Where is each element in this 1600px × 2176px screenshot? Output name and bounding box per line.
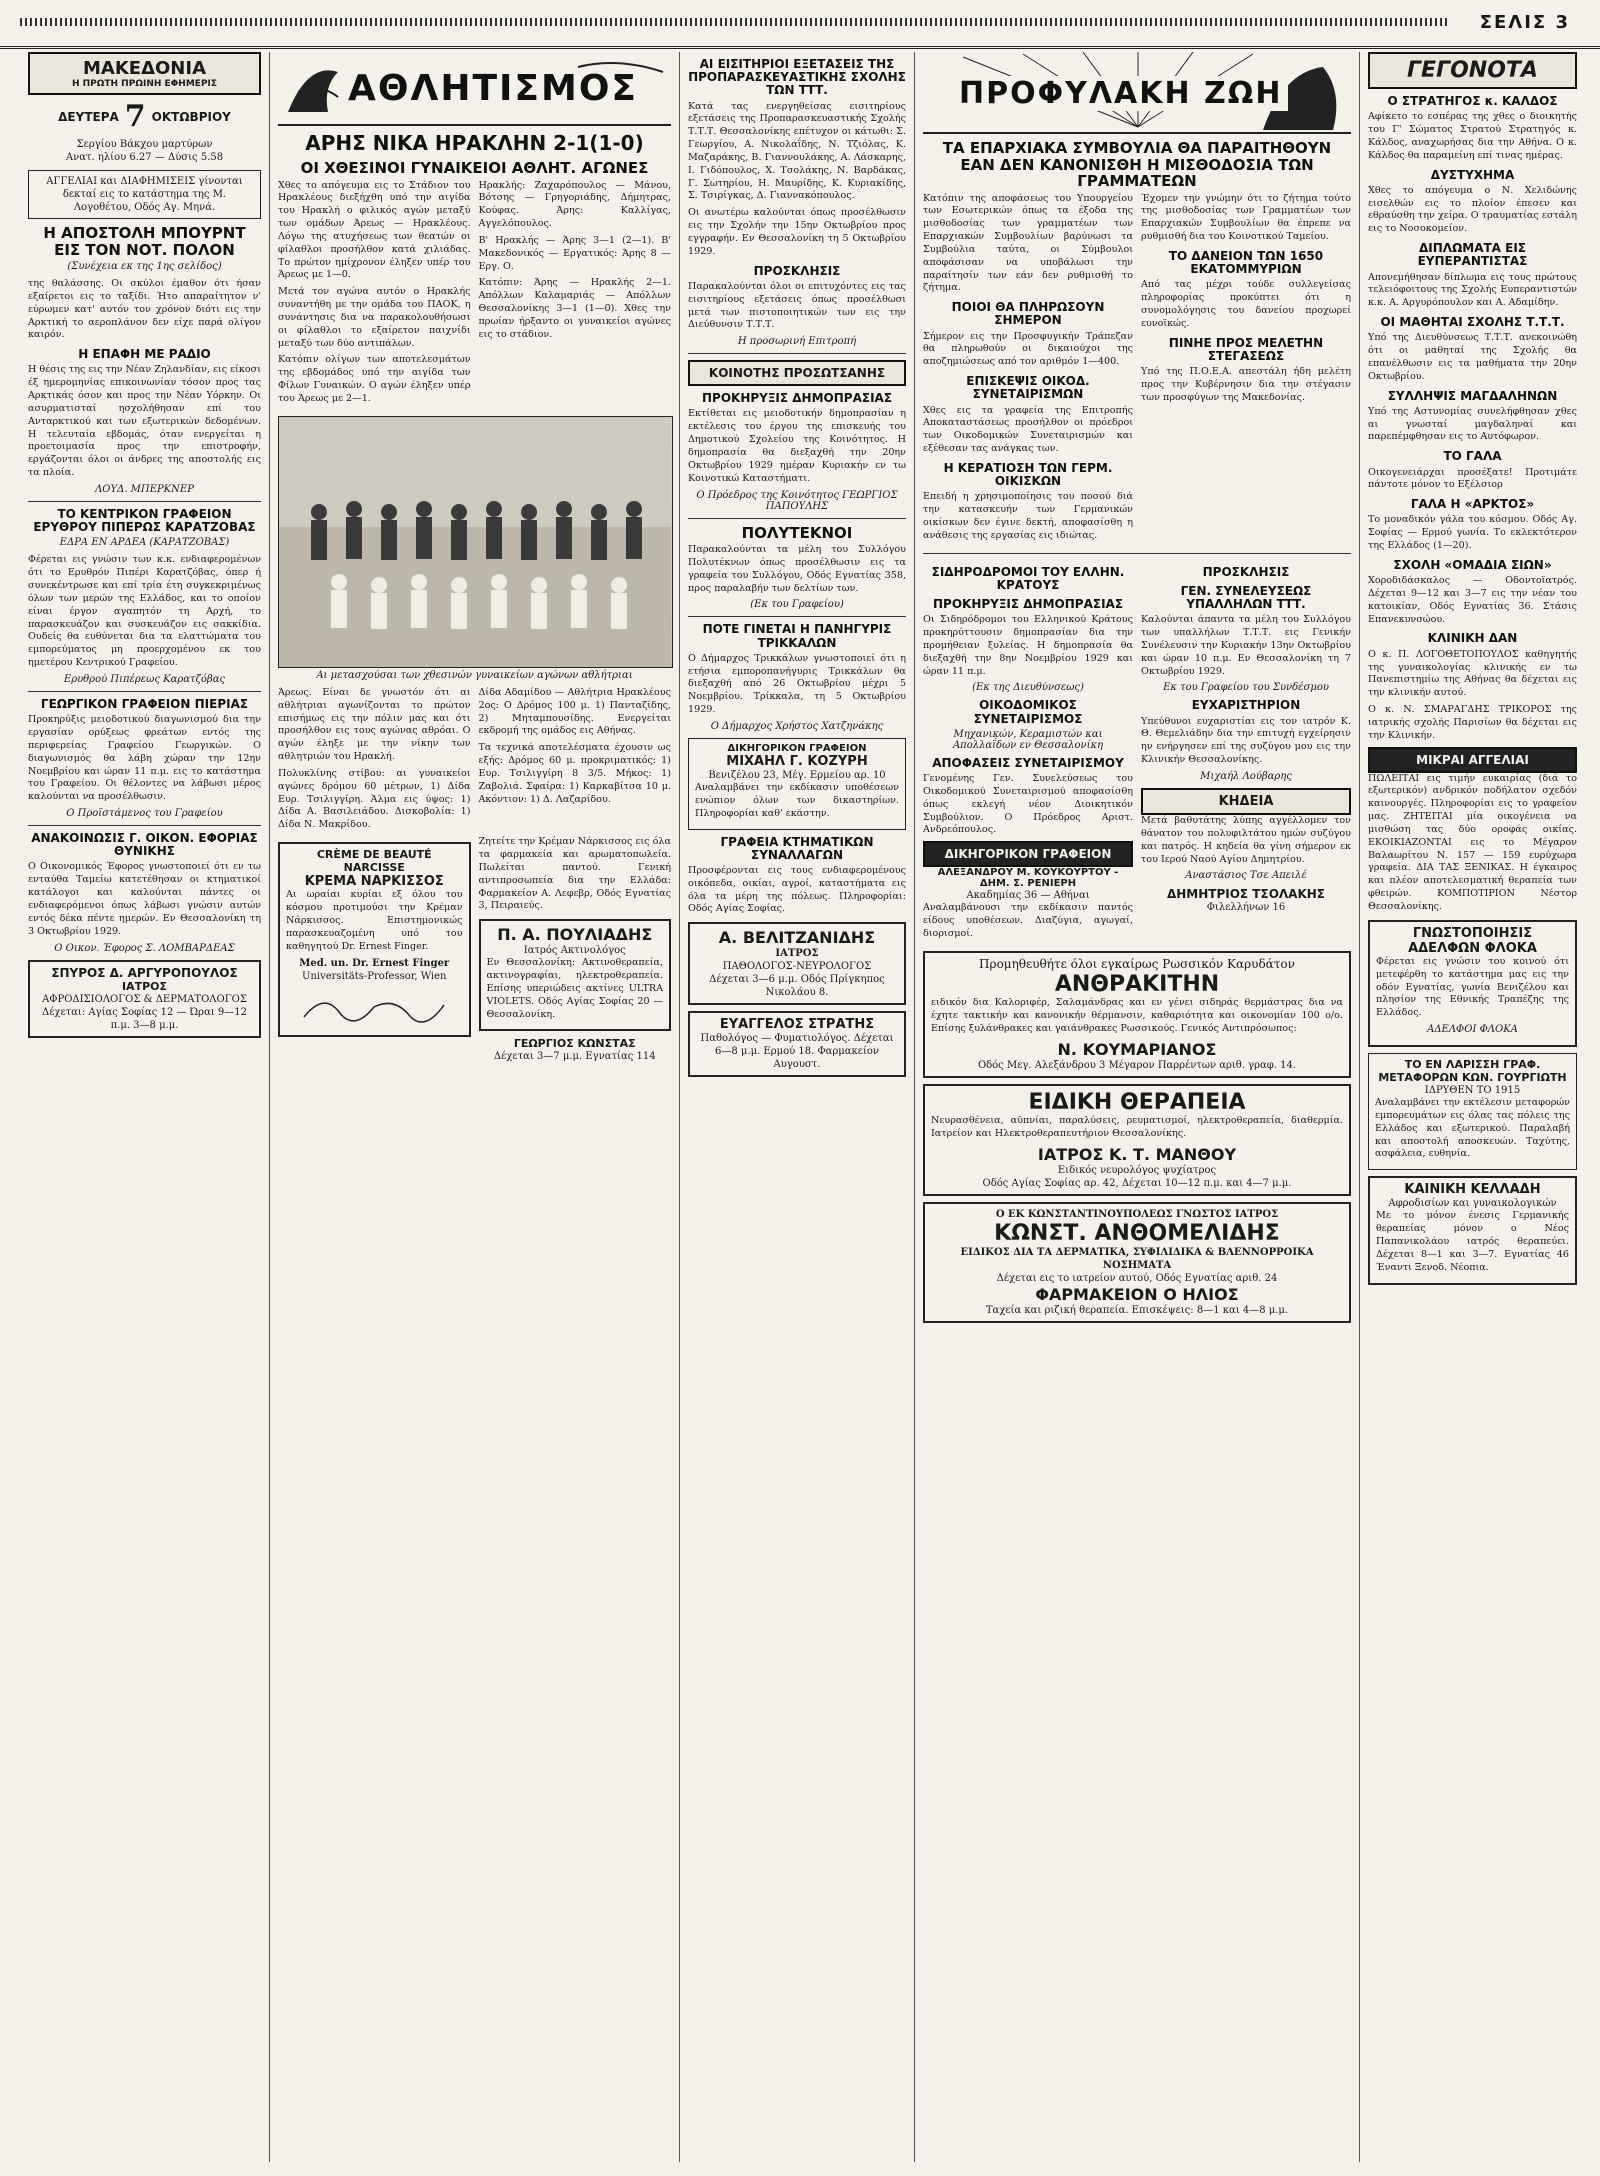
article-paragraph: Χθες το απόγευμα ο Ν. Χελιδώνης εισελθών εις το πλοίον έπεσεν και εθραύσθη την χείρα. Ο τραυματίας εστάλη εις το Νοσοκομείον. <box>1368 184 1577 235</box>
article-signature: Ο Πρόεδρος της Κοινότητος ΓΕΩΡΓΙΟΣ ΠΑΠΟΥΛΗΣ <box>696 489 898 512</box>
cream-ad-doctor: Med. un. Dr. Ernest Finger <box>299 958 450 970</box>
article-paragraph: Παρακαλούνται όλοι οι επιτυχόντες εις τας εισιτηρίους εξετάσεις όπως προσέλθωσι μετά των πιστοποιητικών των εις την Διεύθυνσιν Τ.Τ.Τ. <box>688 280 906 331</box>
day-name: ΔΕΥΤΕΡΑ <box>58 109 119 124</box>
article-subheading: ΑΠΟΦΑΣΕΙΣ ΣΥΝΕΤΑΙΡΙΣΜΟΥ <box>932 755 1124 770</box>
anthracite-ad-intro: Προμηθευθήτε όλοι εγκαίρως Ρωσσικόν Καρυδάτον <box>979 956 1295 971</box>
article-title: ΠΟΤΕ ΓΙΝΕΤΑΙ Η ΠΑΝΗΓΥΡΙΣ ΤΡΙΚΚΑΛΩΝ <box>702 622 892 650</box>
article-paragraph: Οικογενειάρχαι προσέξατε! Προτιμάτε πάντοτε μόνον το Εξέλσιορ <box>1368 466 1577 491</box>
article-subheading: ΔΥΣΤΥΧΗΜΑ <box>1430 167 1515 182</box>
article-paragraph: Προσφέρονται εις τους ενδιαφερομένους οικόπεδα, οικίαι, αγροί, καταστήματα εις όλα τα μέρη της πόλεως. Πληροφορίαι: Οδός Αγίας Σοφίας. <box>688 864 906 915</box>
therapy-ad-text: Νευρασθένεια, αϋπνίαι, παραλύσεις, ρευματισμοί, ηλεκτροθεραπεία, διαθερμία. Ιατρείον και Ηλεκτροθεραπευτήριον Θεσσαλονίκης. <box>931 1114 1343 1139</box>
dermatologist-ad-specialty: ΕΙΔΙΚΟΣ ΔΙΑ ΤΑ ΔΕΡΜΑΤΙΚΑ, ΣΥΦΙΛΙΔΙΚΑ & ΒΛΕΝΝΟΡΡΟΙΚΑ ΝΟΣΗΜΑΤΑ <box>960 1246 1314 1271</box>
cream-ad-place: Universitäts-Professor, Wien <box>302 971 447 983</box>
article-subheading: ΓΕΝ. ΣΥΝΕΛΕΥΣΕΩΣ ΥΠΑΛΛΗΛΩΝ ΤΤΤ. <box>1180 583 1312 612</box>
clinic-ad-sub: Αφροδισίων και γυναικολογικών <box>1388 1198 1557 1210</box>
article-subheading: ΠΟΙΟΙ ΘΑ ΠΛΗΡΩΣΟΥΝ ΣΗΜΕΡΟΝ <box>951 300 1105 328</box>
classifieds-banner: ΜΙΚΡΑΙ ΑΓΓΕΛΙΑΙ <box>1368 747 1577 773</box>
radiologist-title: Ιατρός Ακτινολόγος <box>523 945 626 957</box>
article-title: ΓΡΑΦΕΙΑ ΚΤΗΜΑΤΙΚΩΝ ΣΥΝΑΛΛΑΓΩΝ <box>720 834 874 862</box>
sports-section-title: ΑΘΛΗΤΙΣΜΟΣ <box>348 68 639 109</box>
lawyer-address: Βενιζέλου 23, Μέγ. Ερμείου αρ. 10 <box>708 769 886 781</box>
two-column-notices <box>923 560 1351 945</box>
article-paragraph: Ο κ. Π. ΛΟΓΟΘΕΤΟΠΟΥΛΟΣ καθηγητής της γυναικολογίας κλινικής εν τω Πανεπιστημίω της Αθήνας θα δέχεται εις την κλινικήν αυτού. <box>1368 648 1577 699</box>
article-subheading: ΚΛΙΝΙΚΗ ΔΑΝ <box>1427 631 1518 646</box>
flokas-notice-name: ΑΔΕΛΦΩΝ ΦΛΟΚΑ <box>1408 940 1537 956</box>
article-paragraph: Φέρεται εις γνώσιν των κ.κ. ενδιαφερομένων ότι το Ερυθρόν Πιπέρι Καρατζόβας, όπερ ή συνεκέντρωσε και επί τρία έτη συγκεκριμένως όλων των μερών της Ελλάδος, και το οποίον είναι έργον αγαπητόν τη Αρχή, το παρασκευάζον και συσκευάζον εις σακκίδια. Ουδείς θα ευθύνεται δια τα ελαττώματα του εμπορεύματος μη προερχομένου εκ του ημετέρου Κεντρικού Γραφείου. <box>28 554 261 669</box>
article-paragraph: Χοροδιδάσκαλος — Οδοντοϊατρός. Δέχεται 9—12 και 3—7 εις την νέαν του κατοικίαν, Οδός Εγνατίας 36. Στάσις Επανεκυνσώου. <box>1368 575 1577 625</box>
article-paragraph: Β' Ηρακλής — Άρης 3—1 (2—1). Β' Μακεδονικός — Εργατικός: Άρης 8 — Εργ. Ο. <box>478 234 671 272</box>
divider <box>28 501 261 502</box>
transport-ad <box>1368 1053 1577 1170</box>
person-name: ΔΗΜΗΤΡΙΟΣ ΤΣΟΛΑΚΗΣ <box>1166 887 1326 902</box>
article-paragraph: Κατά τας ενεργηθείσας εισιτηρίους εξετάσεις της Προπαρασκευαστικής Σχολής Τ.Τ.Τ. Θεσσαλονίκης επέτυχον οι κάτωθι: Σ. Γεωργίου, Α. Νικολαΐδης, Ν. Τζιόλας, Κ. Μαζαράκης, Β. Γιαννουλάκης, Α. Λάσκαρης, Ι. Γιδόπουλος, Χ. Τσολάκης, Ν. Βαρδάκας, Γ. Σωτηρίου, Η. Μαυρίδης, Κ. Κυριακίδης, Σ. Τσιρίγκας, Δ. Γιαννακόπουλος. <box>688 100 906 202</box>
dermatologist-ad-address: Δέχεται εις το ιατρείον αυτού, Οδός Εγνατίας αριθ. 24 <box>996 1272 1278 1284</box>
month-name: ΟΚΤΩΒΡΙΟΥ <box>151 109 231 124</box>
doctor-ad <box>688 1011 906 1077</box>
refugee-section-header <box>923 52 1351 134</box>
radiologist-name: Π. Α. ΠΟΥΛΙΑΔΗΣ <box>497 925 653 945</box>
anthracite-ad-title: ΑΝΘΡΑΚΙΤΗΝ <box>1054 972 1220 998</box>
article-paragraph: της θαλάσσης. Οι σκύλοι έμαθον ότι ήσαν εξαίρετοι εις το ταξίδι. Ήτο απαραίτητον ν' εύρωμεν κατ' αυτόν τον χρόνον διότι εις την Αρκτική το αεροπλάνον δεν είχε παρά ολίγον καιρόν. <box>28 278 261 341</box>
article-paragraph: Κατόπιν ολίγων των αποτελεσμάτων της εβδομάδος υπό την αιγίδα των Φίλων Γυναικών. Ο αγών έληξεν υπέρ του Άρεως με 2—1. <box>278 354 471 404</box>
article-paragraph: Αναλαμβάνουσι την εκδίκασιν παντός είδους υποθέσεων. Διαζύγια, αγωγαί, διορισμοί. <box>923 902 1133 939</box>
dermatologist-ad <box>923 1202 1351 1323</box>
article-paragraph: Μετά βαθυτάτης λύπης αγγέλλομεν τον θάνατον του πολυφιλτάτου ημών συζύγου και πατρός. Η κηδεία θα γίνη σήμερον εκ του Ιερού Ναού Αγίου Δημητρίου. <box>1141 815 1351 865</box>
article-signature: Η προσωρινή Επιτροπή <box>737 336 857 348</box>
article-subheading: ΣΧΟΛΗ «ΟΜΑΔΙΑ ΣΙΩΝ» <box>1393 557 1552 572</box>
article-paragraph: Από τας μέχρι τούδε συλλεγείσας πληροφορίας προκύπτει ότι η συνομολόγησις του δανείου προχωρεί ευνοϊκώς. <box>1141 279 1351 329</box>
page-number: ΣΕΛΙΣ 3 <box>1479 12 1570 33</box>
lawyer-office-title: ΔΙΚΗΓΟΡΙΚΟΝ ΓΡΑΦΕΙΟΝ <box>727 742 867 754</box>
article-paragraph: Κατόπιν: Άρης — Ηρακλής 2—1. Απόλλων Καλαμαριάς — Απόλλων Θεσσαλονίκης 3—1 (1—0). Χθες την πρωίαν ήρξαντο οι γυναικείοι αγώνες εις το στάδιον. <box>478 277 671 340</box>
therapy-ad-address: Οδός Αγίας Σοφίας αρ. 42, Δέχεται 10—12 π.μ. και 4—7 μ.μ. <box>982 1177 1292 1189</box>
lawyer-text: Αναλαμβάνει την εκδίκασιν υποθέσεων ενώπιον όλων των δικαστηρίων. Πληροφορίαι καθ' εκάστην. <box>695 781 899 819</box>
article-paragraph: Αφίκετο το εσπέρας της χθες ο διοικητής του Γ' Σώματος Στρατού Στρατηγός κ. Κάλδος, αναχωρήσας δια την Αθήνα. Ο κ. Κάλδος θα παραμείνη επί τινας ημέρας. <box>1368 111 1577 161</box>
article-paragraph: Οι Σιδηρόδρομοι του Ελληνικού Κράτους προκηρύττουσιν δημοπρασίαν δια την προμήθειαν ξυλείας. Η δημοπρασία θα διεξαχθή την 8ην Νοεμβρίου 1929 και ώραν 11 π.μ. <box>923 614 1133 677</box>
doctor-hours: Δέχεται 3—6 μ.μ. Οδός Πρίγκηπος Νικολάου 8. <box>709 974 885 999</box>
doctor-ad <box>688 922 906 1005</box>
article-subheading: ΔΙΠΛΩΜΑΤΑ ΕΙΣ ΕΥΠΕΡΑΝΤΙΣΤΑΣ <box>1417 241 1528 269</box>
two-column-text <box>278 180 671 410</box>
therapy-ad-specialty: Ειδικός νευρολόγος ψυχίατρος <box>1057 1164 1217 1176</box>
article-paragraph: Χθες το απόγευμα εις το Στάδιον του Ηρακλέους διεξήχθη υπό την αιγίδα του Ηρακλή ο φιλικός αγών μεταξύ των ομάδων Άρεως — Ηρακλέους. Λόγω της ατυχήσεως των θεατών οι φίλαθλοι προσήλθον κατά χιλιάδας. Το πρώτον ημίχρονον έληξεν υπέρ του Άρεως με 1—0. <box>278 179 471 281</box>
article-paragraph: Άρεως. Είναι δε γνωστόν ότι αι αθλήτριαι αγωνίζονται το πρώτον επισήμως εις την πόλιν μας και ότι προσήλθον εις τους αγώνας αθρόαι. Ο αγών έληξε με την νίκην των αθλητριών του Ηρακλή. <box>278 686 471 763</box>
article-paragraph: Επειδή η χρησιμοποίησις του ποσού διά την κατασκευήν των Γερμανικών οικίσκων δεν έγινε δεκτή, αποφασίσθη η ανάθεσις της εργασίας εις ιδιώτας. <box>923 491 1133 541</box>
article-subtitle: (Συνέχεια εκ της 1ης σελίδος) <box>67 261 222 272</box>
cream-ad <box>278 842 471 1037</box>
person-address: Φιλελλήνων 16 <box>1206 902 1286 914</box>
article-paragraph: Ο Οικονομικός Έφορος γνωστοποιεί ότι εν τω ενταύθα Ταμείω κατετέθησαν οι κτηματικοί κατάλογοι και καλούνται πάντες οι ενδιαφερόμενοι όπως λάβωσι γνώσιν αυτών εντός δέκα πέντε ημερών. Εν Θεσσαλονίκη τη 3 Οκτωβρίου 1929. <box>28 861 261 937</box>
team-photo <box>278 416 673 668</box>
two-column-ads <box>278 836 671 1063</box>
article-paragraph: Ο κ. Ν. ΣΜΑΡΑΓΔΗΣ ΤΡΙΚΟΡΟΣ της ιατρικής σχολής Παρισίων θα δέχεται εις την Κλινικήν. <box>1368 704 1577 741</box>
article-paragraph: Υπό της Διευθύνσεως Τ.Τ.Τ. ανεκοινώθη ότι οι μαθηταί της Σχολής θα επανέλθωσιν εις τα μαθήματα την 20ην Οκτωβρίου. <box>1368 332 1577 382</box>
doctor-name: ΣΠΥΡΟΣ Δ. ΑΡΓΥΡΟΠΟΥΛΟΣ <box>51 965 238 980</box>
day-number: 7 <box>124 99 146 134</box>
doctor-hours: Παθολόγος — Φυματιολόγος. Δέχεται 6—8 μ.μ. Ερμού 18. Φαρμακείον Αυγουστ. <box>700 1033 894 1071</box>
doctor-title: ΙΑΤΡΟΣ <box>121 979 168 993</box>
paper-nameplate <box>28 52 261 95</box>
article-subheading: ΓΑΛΑ Η «ΑΡΚΤΟΣ» <box>1410 497 1535 512</box>
article-signature: (Εκ της Διευθύνσεως) <box>972 682 1084 694</box>
article-subheading: ΕΠΙΣΚΕΨΙΣ ΟΙΚΟΔ. ΣΥΝΕΤΑΙΡΙΣΜΩΝ <box>966 374 1090 402</box>
column-3 <box>680 52 915 2162</box>
article-paragraph: Η θέσις της εις την Νέαν Ζηλανδίαν, εις είκοσι έξ ημερομηνίας επικοινωνίαν τόσον προς τας Αρκτικάς όσον και προς την Νέαν Υόρκην. Οι ασυρματισταί ησχολήθησαν επί του Ανταρκτικού και των εξωτερικών δεδομένων. Η τελευταία εβδομάς, όταν ενεργείται η προετοιμασία προς την επιστροφήν, εργάζονται όλοι οι άνδρες της αποστολής εις τα πλοία. <box>28 364 261 479</box>
news-section-title: ΓΕΓΟΝΟΤΑ <box>1368 52 1577 89</box>
article-paragraph: Γενομένης Γεν. Συνελεύσεως του Οικοδομικού Συνεταιρισμού αποφασίσθη όπως εκλεγή νέον Διοικητικόν Συμβούλιον. Ο Πρόεδρος Αριστ. Ανδρεόπουλος. <box>923 773 1133 836</box>
clinic-ad <box>1368 1176 1577 1284</box>
cream-ad-title-greek: ΚΡΕΜΑ ΝΑΡΚΙΣΣΟΣ <box>304 874 444 890</box>
divider <box>688 518 906 519</box>
cream-ad-text: Αι ωραίαι κυρίαι εξ όλου του κόσμου προτιμούσι την Κρέμαν Νάρκισσος. Επιστημονικώς παρασκευαζομένη υπό του καθηγητού Dr. Ernest Finger. <box>286 889 463 952</box>
dermatologist-ad-name: ΚΩΝΣΤ. ΑΝΘΟΜΕΛΙΔΗΣ <box>994 1220 1280 1246</box>
ads-notice: ΑΓΓΕΛΙΑΙ και ΔΙΑΦΗΜΙΣΕΙΣ γίνονται δεκταί εις το κατάστημα της Μ. Λογοθέτου, Οδός Αγ. Μηνά. <box>28 170 261 219</box>
transport-ad-title: ΤΟ ΕΝ ΛΑΡΙΣΣΗ ΓΡΑΦ. ΜΕΤΑΦΟΡΩΝ ΚΩΝ. ΓΟΥΡΓΙΩΤΗ <box>1378 1058 1567 1085</box>
article-subheading: ΟΙ ΜΑΘΗΤΑΙ ΣΧΟΛΗΣ Τ.Τ.Τ. <box>1380 315 1565 330</box>
cream-ad-title: CRÈME DE BEAUTÉ NARCISSE <box>316 848 432 875</box>
article-title: ΠΡΟΣΚΛΗΣΙΣ <box>1202 564 1290 579</box>
divider <box>688 353 906 354</box>
flokas-notice-signature: ΑΔΕΛΦΟΙ ΦΛΟΚΑ <box>1427 1024 1518 1036</box>
article-signature: Μιχαήλ Λούβαρης <box>1200 771 1292 782</box>
saint-of-day: Σεργίου Βάκχου μαρτύρων <box>76 139 213 150</box>
article-signature: Ο Προϊστάμενος του Γραφείου <box>66 808 223 820</box>
column-2 <box>270 52 680 2162</box>
article-subheading: Ο ΣΤΡΑΤΗΓΟΣ κ. ΚΑΛΔΟΣ <box>1387 94 1558 108</box>
article-paragraph: Σήμερον εις την Προσφυγικήν Τράπεζαν θα πληρωθούν οι δικαιούχοι της αποζημιώσεως από τον αριθμόν 1—400. <box>923 330 1133 368</box>
article-title: ΠΟΛΥΤΕΚΝΟΙ <box>741 523 853 542</box>
article-subheading: Η ΕΠΑΦΗ ΜΕ ΡΑΔΙΟ <box>78 347 211 362</box>
divider <box>28 825 261 826</box>
divider <box>688 616 906 617</box>
doctor-hours: Δέχεται 3—7 μ.μ. Εγνατίας 114 <box>493 1051 656 1063</box>
article-paragraph: Παρακαλούνται τα μέλη του Συλλόγου Πολυτέκνων όπως προσέλθωσιν εις τα γραφεία του Συλλόγου, Οδός Εγνατίας 358, προς παραλαβήν των δελτίων των. <box>688 544 906 594</box>
headline: ΤΑ ΕΠΑΡΧΙΑΚΑ ΣΥΜΒΟΥΛΙΑ ΘΑ ΠΑΡΑΙΤΗΘΟΥΝ ΕΑΝ ΔΕΝ ΚΑΝΟΝΙΣΘΗ Η ΜΙΣΘΟΔΟΣΙΑ ΤΩΝ ΓΡΑΜΜΑΤΕΩΝ <box>942 139 1332 190</box>
article-paragraph: Οι ανωτέρω καλούνται όπως προσέλθωσιν εις την Σχολήν την 15ην Οκτωβρίου προς εγγραφήν. Εν Θεσσαλονίκη τη 5 Οκτωβρίου 1929. <box>688 207 906 257</box>
article-paragraph: Μετά τον αγώνα αυτόν ο Ηρακλής συναντήθη με την ομάδα του ΠΑΟΚ, η συνάντησις δια να παρακολουθήσωσι οι φίλαθλοι το εξαίρετον παιχνίδι μεταξύ των δύο αντιπάλων. <box>278 286 471 349</box>
article-signature: (Εκ του Γραφείου) <box>750 599 844 611</box>
cream-distributor-text: Ζητείτε την Κρέμαν Νάρκισσος εις όλα τα φαρμακεία και αρωματοπωλεία. Πωλείται παντού. Γενική αντιπροσωπεία δια την Ελλάδα: Φαρμακείον Α. Λεφεβρ, Οδός Εγνατίας 3, Πειραιεύς. <box>478 836 671 912</box>
transport-ad-founded: ΙΔΡΥΘΕΝ ΤΟ 1915 <box>1424 1085 1521 1097</box>
article-title: ΓΕΩΡΓΙΚΟΝ ΓΡΑΦΕΙΟΝ ΠΙΕΡΙΑΣ <box>40 696 249 711</box>
date-box <box>28 99 261 134</box>
article-paragraph: Ηρακλής: Ζαχαρόπουλος — Μάνου, Βότσης — Γρηγοριάδης, Δήμητρας, Κούφας. Άρης: Καλλίγας, Αγγελόπουλος. <box>478 179 671 230</box>
article-paragraph: Απονεμήθησαν δίπλωμα εις τους πρώτους τελειόφοιτους της Σχολής Ευπεραντιστών κ.κ. Α. Αργυρόπουλον και Α. Αδαμίδην. <box>1368 271 1577 309</box>
masthead-rule <box>20 18 1450 26</box>
two-column-text <box>923 193 1351 547</box>
sports-section-header <box>278 52 671 126</box>
article-title: ΑΙ ΕΙΣΙΤΗΡΙΟΙ ΕΞΕΤΑΣΕΙΣ ΤΗΣ ΠΡΟΠΑΡΑΣΚΕΥΑΣΤΙΚΗΣ ΣΧΟΛΗΣ ΤΩΝ ΤΤΤ. <box>688 57 906 98</box>
article-paragraph: Υπό της Αστυνομίας συνελήφθησαν χθες αι γνωσταί μαγδαληναί και παρεπέμφθησαν εις το Αυτόφωρον. <box>1368 405 1577 443</box>
dermatologist-ad-hours: Ταχεία και ριζική θεραπεία. Επισκέψεις: 8—1 και 4—8 μ.μ. <box>985 1304 1289 1316</box>
article-subheading: ΤΟ ΔΑΝΕΙΟΝ ΤΩΝ 1650 ΕΚΑΤΟΜΜΥΡΙΩΝ <box>1168 248 1324 277</box>
headline: ΑΡΗΣ ΝΙΚΑ ΗΡΑΚΛΗΝ 2-1(1-0) <box>305 131 644 155</box>
paper-tagline: Η ΠΡΩΤΗ ΠΡΩΙΝΗ ΕΦΗΜΕΡΙΣ <box>71 79 218 89</box>
photo-caption: Αι μετασχούσαι των χθεσινών γυναικείων αγώνων αθλήτριαι <box>316 669 633 681</box>
flokas-notice <box>1368 920 1577 1047</box>
therapy-ad <box>923 1084 1351 1196</box>
column-5 <box>1360 52 1585 2162</box>
article-paragraph: Πολυκλίνης στίβου: αι γυναικείοι αγώνες δρόμου 60 μέτρων, 1) Δίδα Ευρ. Τσιλιγγίρη. Άλμα εις ύψος: 1) Δίδα Α. Βασιλειάδου. Δισκοβολία: 1) Δίδα Ν. Μακρίδου. <box>278 767 471 831</box>
article-title: ΟΙΚΟΔΟΜΙΚΟΣ ΣΥΝΕΤΑΙΡΙΣΜΟΣ <box>973 698 1083 726</box>
doctor-name: Α. ΒΕΛΙΤΖΑΝΙΔΗΣ <box>718 928 876 948</box>
anthracite-ad-representative: Ν. ΚΟΥΜΑΡΙΑΝΟΣ <box>1057 1039 1217 1059</box>
doctor-specialty: ΑΦΡΟΔΙΣΙΟΛΟΓΟΣ & ΔΕΡΜΑΤΟΛΟΓΟΣ <box>42 993 247 1005</box>
subheadline: ΟΙ ΧΘΕΣΙΝΟΙ ΓΥΝΑΙΚΕΙΟΙ ΑΘΛΗΤ. ΑΓΩΝΕΣ <box>300 159 649 177</box>
article-subheading: ΣΥΛΛΗΨΙΣ ΜΑΓΔΑΛΗΝΩΝ <box>1387 388 1558 403</box>
article-signature: ΛΟΥΔ. ΜΠΕΡΚΝΕΡ <box>95 484 194 495</box>
radiologist-ad <box>479 919 672 1031</box>
dermatologist-ad-top: Ο ΕΚ ΚΩΝΣΤΑΝΤΙΝΟΥΠΟΛΕΩΣ ΓΝΩΣΤΟΣ ΙΑΤΡΟΣ <box>995 1208 1279 1220</box>
article-subheading: Η ΚΕΡΑΤΙΟΣΗ ΤΩΝ ΓΕΡΜ. ΟΙΚΙΣΚΩΝ <box>943 460 1113 489</box>
doctor-hours: Δέχεται: Αγίας Σοφίας 12 — Ώραι 9—12 π.μ. 3—8 μ.μ. <box>41 1006 248 1031</box>
article-subtitle: ΕΔΡΑ ΕΝ ΑΡΔΕΑ (ΚΑΡΑΤΖΟΒΑΣ) <box>59 537 230 549</box>
article-subtitle: Μηχανικών, Κεραμιστών και Απολλαΐδων εν Θεσσαλονίκη <box>952 728 1104 751</box>
article-paragraph: Δίδα Αδαμίδου — Αθλήτρια Ηρακλέους 2ος: Ο Δρόμος 100 μ. 1) Πανταζίδης, 2) Μηταμπουσίδης. Ενεργείται εκδρομή της ομάδος εις Αθήνας. <box>478 686 671 737</box>
article-paragraph: Καλούνται άπαντα τα μέλη του Συλλόγου των υπαλλήλων Τ.Τ.Τ. εις Γενικήν Συνέλευσιν την Κυριακήν 13ην Οκτωβρίου και ώραν 10 π.μ. Εν Θεσσαλονίκη τη 7 Οκτωβρίου 1929. <box>1141 614 1351 677</box>
two-column-text <box>278 687 671 836</box>
anthracite-ad-address: Οδός Μεγ. Αλεξάνδρου 3 Μέγαρον Παρρέντων αριθ. γραφ. 14. <box>977 1059 1297 1071</box>
article-subheading: ΠΡΟΚΗΡΥΞΙΣ ΔΗΜΟΠΡΑΣΙΑΣ <box>701 391 893 406</box>
lawyer-name: ΜΙΧΑΗΛ Γ. ΚΟΖΥΡΗ <box>726 753 868 769</box>
article-title: ΤΟ ΚΕΝΤΡΙΚΟΝ ΓΡΑΦΕΙΟΝ ΕΡΥΘΡΟΥ ΠΙΠΕΡΩΣ ΚΑΡΑΤΖΟΒΑΣ <box>33 507 256 535</box>
lawyer-names: ΑΛΕΞΑΝΔΡΟΥ Μ. ΚΟΥΚΟΥΡΤΟΥ - ΔΗΜ. Σ. ΡΕΝΙΕΡΗ <box>937 867 1119 890</box>
clinic-ad-title: ΚΑΙΝΙΚΗ ΚΕΛΛΑΔΗ <box>1404 1182 1541 1198</box>
column-4 <box>915 52 1360 2162</box>
article-title: ΣΙΔΗΡΟΔΡΟΜΟΙ ΤΟΥ ΕΛΛΗΝ. ΚΡΑΤΟΥΣ <box>931 564 1125 592</box>
article-title: ΑΝΑΚΟΙΝΩΣΙΣ Γ. ΟΙΚΟΝ. ΕΦΟΡΙΑΣ ΘΥΝΙΚΗΣ <box>31 831 258 859</box>
masthead <box>0 0 1600 49</box>
divider <box>923 553 1351 554</box>
article-paragraph: Τα τεχνικά αποτελέσματα έχουσιν ως εξής: Δρόμος 60 μ. προκριματικός: 1) Ευρ. Τσιλιγγίρη 8 3/5. Μήκος: 1) Ζαβολιά. Σφαίρα: 1) Καρκαβίτσα 10 μ. Ακόντιον: 1) Δ. Λαζαρίδου. <box>478 742 671 805</box>
article-signature: Αναστάσιος Τσε Απειλέ <box>1185 870 1307 882</box>
pharmacy-name: ΦΑΡΜΑΚΕΙΟΝ Ο ΗΛΙΟΣ <box>1035 1284 1239 1304</box>
article-subheading: ΠΡΟΚΗΡΥΞΙΣ ΔΗΜΟΠΡΑΣΙΑΣ <box>932 597 1124 612</box>
doctor-title: ΙΑΤΡΟΣ <box>775 948 819 960</box>
clinic-ad-text: Με το μόνον ένεσις Γερμανικής θεραπείας μόνον ο Νέος Παπανικολάου ιατρός θεραπεύει. Δέχεται 8—1 και 3—7. Εγνατίας 46 Έναντι Ξενοδ. Νέοπια. <box>1376 1210 1569 1273</box>
funeral-banner: ΚΗΔΕΙΑ <box>1141 788 1351 815</box>
divider <box>28 691 261 692</box>
article-subheading: ΠΙΝΗΕ ΠΡΟΣ ΜΕΛΕΤΗΝ ΣΤΕΓΑΣΕΩΣ <box>1168 335 1324 363</box>
article-title: ΕΥΧΑΡΙΣΤΗΡΙΟΝ <box>1191 698 1301 713</box>
article-title: Η ΑΠΟΣΤΟΛΗ ΜΠΟΥΡΝΤ ΕΙΣ ΤΟΝ ΝΟΤ. ΠΟΛΟΝ <box>43 224 246 259</box>
article-signature: Ο Δήμαρχος Χρήστος Χατζηνάκης <box>710 720 884 732</box>
sunrise-sunset: Ανατ. ηλίου 6.27 — Δύσις 5.58 <box>65 152 224 163</box>
article-subheading: ΠΡΟΣΚΛΗΣΙΣ <box>753 263 841 278</box>
doctor-specialty: ΠΑΘΟΛΟΓΟΣ-ΝΕΥΡΟΛΟΓΟΣ <box>722 961 872 973</box>
transport-ad-text: Αναλαμβάνει την εκτέλεσιν μεταφορών εμπορευμάτων εις όλας τας πόλεις της Ελλάδος και εξωτερικού. Παραλαβή και αποστολή αποσκευών. Ταχύτης, ασφάλεια, ευθηνία. <box>1375 1097 1570 1160</box>
article-paragraph: Προκηρύξις μειοδοτικού διαγωνισμού δια την εργασίαν ορύξεως φρεάτων εντός της περιφερείας Γραφείου Γεωργικών. Ο διαγωνισμός θα λάβη χώραν την 12ην Νοεμβρίου και ώραν 11 π.μ. εις το κατάστημα του Γραφείου. Οι θέλοντες να λάβωσι μέρος καλούνται να προσέλθωσιν. <box>28 714 261 803</box>
article-paragraph: Ο Δήμαρχος Τρικκάλων γνωστοποιεί ότι η ετήσια εμποροπανήγυρις Τρικκάλων θα διεξαχθή από 26 Οκτωβρίου μέχρι 5 Νοεμβρίου. Τρίκκαλα, τη 5 Οκτωβρίου 1929. <box>688 652 906 716</box>
doctor-name: ΓΕΩΡΓΙΟΣ ΚΩΝΣΤΑΣ <box>513 1037 636 1051</box>
athletes-group-image <box>279 417 671 667</box>
anthracite-ad <box>923 951 1351 1078</box>
article-paragraph: Χθες εις τα γραφεία της Επιτροπής Αποκαταστάσεως προσήλθον οι πρόεδροι των Οικοδομικών Συνεταιρισμών και εξέθεσαν τας ανάγκας των. <box>923 404 1133 455</box>
therapy-ad-doctor: ΙΑΤΡΟΣ Κ. Τ. ΜΑΝΘΟΥ <box>1037 1144 1237 1164</box>
radiologist-text: Εν Θεσσαλονίκη: Ακτινοθεραπεία, ακτινογραφίαι, ηλεκτροθεραπεία. Επίσης υπεριώδεις ακτίνες ULTRA VIOLETS. Οδός Αγίας Σοφίας 20 — Θεσσαλονίκη. <box>486 957 663 1020</box>
article-paragraph: Κατόπιν της αποφάσεως του Υπουργείου των Εσωτερικών όπως τα έξοδα της μισθοδοσίας των γραμματέων των Επαρχιακών Συμβουλίων βαρύνωσι τα Συμβούλια ταύτα, οι Σύμβουλοι αποφάσισαν να υποβάλωσι την παραίτησίν των εάν δεν ρυθμισθή το ζήτημα. <box>923 192 1133 294</box>
article-signature: Ερυθρού Πιπέρεως Καρατζόβας <box>63 673 226 685</box>
doctor-ad <box>28 960 261 1038</box>
flokas-notice-text: Φέρεται εις γνώσιν του κοινού ότι μετεφέρθη το κατάστημα μας εις την οδόν Εγνατίας, γωνία Βενιζέλου και πλησίον της Εθνικής Τραπέζης της Ελλάδος. <box>1376 955 1569 1019</box>
refugee-section-title: ΠΡΟΦΥΛΑΚΗ ΖΩΗ <box>953 76 1288 111</box>
article-paragraph: Το μοναδικόν γάλα του κόσμου. Οδός Αγ. Σοφίας — Ερμού γωνία. Το εκλεκτότερον της Ελλάδος (1—20). <box>1368 514 1577 552</box>
classifieds-text: ΠΩΛΕΙΤΑΙ εις τιμήν ευκαιρίας (διά το εξωτερικόν) ανδρικόν ποδήλατον σχεδόν καινουργές. Πληροφορίαι εις το γραφείον μας. ΖΗΤΕΙΤΑΙ μία οικογένεια να μισθώση τας δύο οροφάς οικίας. ΕΚΟΙΚΙΑΖΟΝΤΑΙ εις το Μέγαρον Βαλαωρίτου Ν. 157 — 159 ευρύχωρα γραφεία. ΔΙΑ ΤΑΣ ΞΕΝΙΚΑΣ. Η έγκαιρος και πλέον αποτελεσματική θεραπεία των φθειρών. ΚΟΜΠΟΤΙΡΙΟΝ Νέστορ Θεσσαλονίκης. <box>1368 772 1577 912</box>
therapy-ad-title: ΕΙΔΙΚΗ ΘΕΡΑΠΕΙΑ <box>1028 1089 1246 1115</box>
article-paragraph: Εκτίθεται εις μειοδοτικήν δημοπρασίαν η εκτέλεσις του έργου της επισκευής του Δημοτικού Σχολείου της Κοινότητος. Η δημοπρασία θα διεξαχθή την 20ην Οκτωβρίου 1929 ημέραν Κυριακήν εν τω Κοινοτικώ Καταστήματι. <box>688 408 906 484</box>
article-paragraph: Υπό της Π.Ο.Ε.Α. απεστάλη ήδη μελέτη προς την Κυβέρνησιν δια την στέγασιν των προσφύγων της Μακεδονίας. <box>1141 366 1351 403</box>
notice-banner: ΔΙΚΗΓΟΡΙΚΟΝ ΓΡΑΦΕΙΟΝ <box>923 841 1133 867</box>
lawyer-address: Ακαδημίας 36 — Αθήναι <box>966 890 1090 902</box>
article-signature: Εκ του Γραφείου του Συνδέσμου <box>1163 682 1329 694</box>
article-banner: ΚΟΙΝΟΤΗΣ ΠΡΟΣΩΤΣΑΝΗΣ <box>688 360 906 386</box>
flokas-notice-title: ΓΝΩΣΤΟΠΟΙΗΣΙΣ <box>1412 925 1533 941</box>
article-signature: Ο Οικον. Έφορος Σ. ΛΟΜΒΑΡΔΕΑΣ <box>54 942 235 954</box>
handwritten-signature <box>299 987 449 1027</box>
anthracite-ad-text: ειδικόν δια Καλοριφέρ, Σαλαμάνδρας και εν γένει σιδηράς θερμάστρας δια να έχητε τακτικήν και κανονικήν θέρμανσιν, καθαριότητα και οικονομίαν 100 ο/ο. Επίσης ξυλάνθρακες και γαιάνθρακες Ρωσσικούς. Γενικός Αντιπρόσωπος: <box>931 997 1343 1035</box>
article-paragraph: Υπεύθυνοι ευχαριστίαι εις τον ιατρόν Κ. Θ. Θεμελιάδην δια την επιτυχή εγχείρησιν ην ενήργησεν επί της συζύγου μου εις την Κλινικήν Θεσσαλονίκης. <box>1141 715 1351 766</box>
article-paragraph: Έχομεν την γνώμην ότι το ζήτημα τούτο της μισθοδοσίας των Γραμματέων των Επαρχιακών Συμβουλίων θα έπρεπε να ρυθμισθή δια του Κοινοτικού Ταμείου. <box>1141 192 1351 243</box>
lawyer-ad <box>688 738 906 830</box>
column-1 <box>20 52 270 2162</box>
article-subheading: ΤΟ ΓΑΛΑ <box>1443 449 1502 464</box>
paper-name: ΜΑΚΕΔΟΝΙΑ <box>82 58 206 79</box>
doctor-name: ΕΥΑΓΓΕΛΟΣ ΣΤΡΑΤΗΣ <box>719 1017 875 1033</box>
